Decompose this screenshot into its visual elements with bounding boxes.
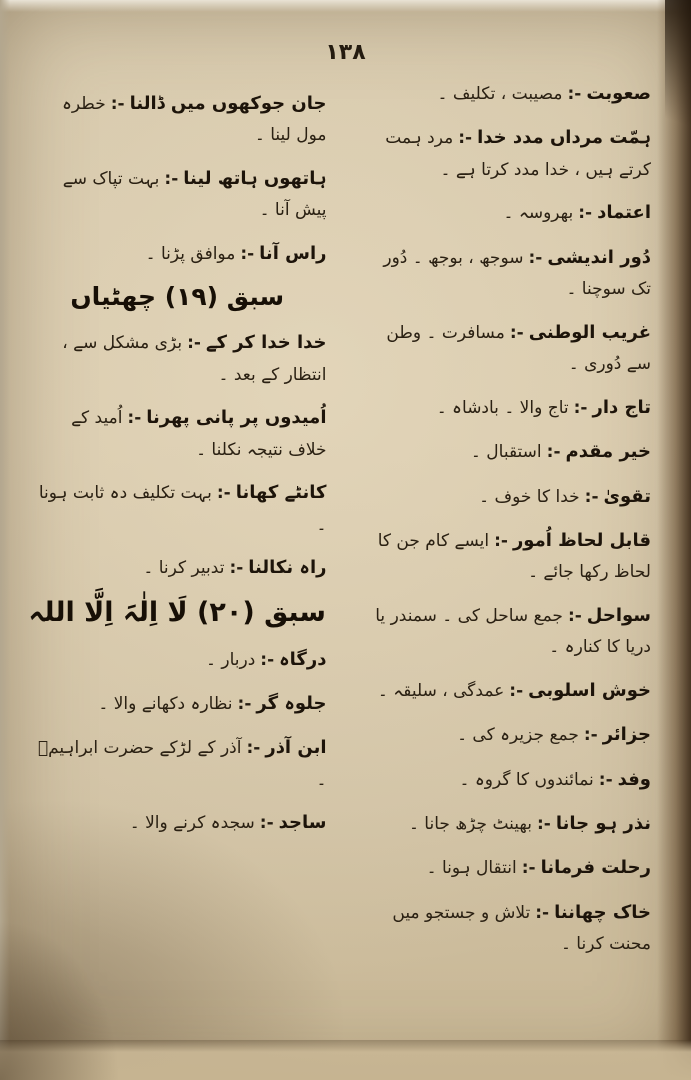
entry-term: راس آنا — [259, 242, 327, 264]
glossary-entry — [343, 78, 652, 110]
page-edge-top — [0, 0, 691, 12]
entry-separator: :- — [528, 247, 543, 268]
entry-definition: مرد ہمت کرتے ہیں ، خدا مدد کرتا ہے ۔ — [385, 128, 651, 180]
glossary-entry — [343, 764, 652, 796]
entry-separator: :- — [260, 649, 275, 670]
entry-definition: نمائندوں کا گروہ ۔ — [459, 769, 594, 790]
entry-definition: تدبیر کرنا ۔ — [143, 558, 225, 579]
entry-definition: مسافرت ۔ وطن سے دُوری ۔ — [386, 322, 651, 375]
entry-term: قابل لحاظ اُمور — [512, 529, 651, 551]
entry-separator: :- — [537, 814, 551, 835]
glossary-entry — [18, 88, 327, 151]
entry-definition: بھروسہ ۔ — [503, 203, 574, 224]
glossary-entry — [343, 242, 652, 305]
entry-separator: :- — [567, 605, 582, 626]
entry-term: کانٹے کھانا — [235, 482, 327, 504]
entry-separator: :- — [535, 902, 550, 923]
glossary-entry — [18, 732, 327, 795]
right-column — [337, 78, 652, 1050]
page-number: ۱۳۸ — [325, 40, 366, 65]
glossary-entry — [18, 163, 327, 226]
entry-term: ساجد — [278, 812, 327, 834]
entry-definition: جمع ساحل کی ۔ سمندر یا دریا کا کنارہ ۔ — [375, 605, 651, 658]
entry-separator: :- — [216, 483, 231, 504]
entry-term: رحلت فرمانا — [540, 857, 651, 879]
entry-definition: بہت تپاک سے پیش آنا ۔ — [62, 168, 327, 221]
entry-term: راہ نکالنا — [248, 557, 327, 579]
glossary-entry — [18, 238, 327, 270]
glossary-entry — [343, 317, 652, 380]
entry-definition: بڑی مشکل سے ، انتظار کے بعد ۔ — [62, 333, 327, 385]
entry-definition: خدا کا خوف ۔ — [479, 486, 580, 507]
entry-term: اعتماد — [597, 202, 651, 224]
entry-term: سواحل — [586, 604, 651, 626]
entry-term: ابن آذر — [265, 737, 327, 759]
glossary-entry — [343, 481, 652, 513]
entry-separator: :- — [240, 243, 255, 264]
glossary-entry — [343, 392, 652, 424]
glossary-entry — [343, 197, 652, 229]
entry-term: صعوبت — [586, 83, 651, 104]
entry-separator: :- — [578, 203, 593, 224]
entry-definition: سوجھ ، بوجھ ۔ دُور تک سوچنا ۔ — [383, 247, 651, 300]
entry-term: دُور اندیشی — [547, 246, 651, 268]
entry-separator: :- — [509, 680, 524, 701]
glossary-entry — [343, 436, 652, 468]
entry-definition: عمدگی ، سلیقہ ۔ — [377, 680, 505, 701]
entry-definition: خطرہ مول لینا ۔ — [61, 94, 327, 146]
entry-separator: :- — [509, 322, 524, 343]
lesson-heading-19: سبق (۱۹) چھٹیاں — [70, 282, 285, 312]
entry-term: خاک چھاننا — [554, 901, 651, 923]
entry-separator: :- — [494, 530, 508, 551]
glossary-entry — [18, 552, 327, 584]
glossary-entry — [343, 122, 652, 185]
entry-separator: :- — [164, 168, 179, 189]
glossary-columns — [14, 78, 651, 1050]
lesson-heading-20: سبق (۲۰) لَا اِلٰہَ اِلَّا اللہ — [28, 596, 326, 628]
entry-term: جان جوکھوں میں ڈالنا — [129, 93, 327, 114]
page-edge-right-shadow — [665, 0, 691, 150]
entry-definition: جمع جزیرہ کی ۔ — [457, 725, 579, 746]
entry-term: ہاتھوں ہاتھ لینا — [183, 167, 327, 189]
entry-term: تاج دار — [592, 396, 651, 418]
entry-term: اُمیدوں پر پانی پھرنا — [146, 407, 327, 429]
entry-definition: انتقال ہونا ۔ — [426, 858, 517, 879]
entry-separator: :- — [259, 813, 274, 834]
entry-separator: :- — [458, 128, 473, 149]
entry-term: ہمّت مرداں مدد خدا — [477, 127, 651, 149]
entry-separator: :- — [237, 694, 252, 715]
entry-term: جزائر — [602, 724, 651, 746]
glossary-entry — [343, 600, 652, 663]
entry-definition: بھینٹ چڑھ جانا ۔ — [408, 814, 532, 835]
glossary-entry — [18, 402, 327, 465]
entry-definition: تلاش و جستجو میں محنت کرنا ۔ — [392, 902, 651, 955]
glossary-entry — [343, 852, 652, 884]
glossary-entry — [343, 808, 652, 840]
entry-definition: استقبال ۔ — [470, 442, 542, 463]
glossary-entry — [18, 807, 327, 839]
entry-term: خدا خدا کر کے — [205, 332, 327, 354]
entry-separator: :- — [187, 333, 201, 354]
entry-term: خیر مقدم — [565, 441, 651, 463]
entry-definition: تاج والا ۔ بادشاہ ۔ — [436, 397, 569, 418]
entry-definition: ایسے کام جن کا لحاظ رکھا جائے ۔ — [377, 530, 651, 583]
left-column — [14, 78, 327, 1050]
entry-separator: :- — [546, 442, 561, 463]
entry-separator: :- — [229, 558, 244, 579]
entry-separator: :- — [127, 408, 142, 429]
entry-term: درگاہ — [279, 648, 327, 670]
entry-term: نذر ہو جانا — [555, 813, 651, 835]
entry-separator: :- — [584, 486, 599, 507]
entry-separator: :- — [598, 769, 613, 790]
entry-definition: سجدہ کرنے والا ۔ — [129, 813, 255, 834]
glossary-entry — [18, 477, 327, 540]
entry-definition: مصیبت ، تکلیف ۔ — [437, 84, 563, 104]
glossary-entry — [343, 897, 652, 960]
glossary-entry — [343, 719, 652, 751]
entry-separator: :- — [573, 397, 588, 418]
entry-definition: نظارہ دکھانے والا ۔ — [98, 694, 233, 715]
glossary-entry — [343, 525, 652, 588]
entry-term: تقویٰ — [603, 485, 651, 507]
glossary-entry — [18, 327, 327, 390]
glossary-entry — [18, 688, 327, 720]
entry-definition: موافق پڑنا ۔ — [145, 243, 236, 264]
glossary-entry — [18, 644, 327, 676]
page-edge-left — [0, 0, 10, 1080]
entry-separator: :- — [110, 94, 125, 114]
entry-definition: بہت تکلیف دہ ثابت ہونا ۔ — [38, 483, 327, 535]
entry-definition: آذر کے لڑکے حضرت ابراہیمؑ ۔ — [37, 738, 327, 790]
page-edge-right — [657, 0, 691, 1080]
entry-separator: :- — [583, 725, 598, 746]
entry-term: خوش اسلوبی — [528, 679, 651, 701]
entry-definition: اُمید کے خلاف نتیجہ نکلنا ۔ — [71, 408, 327, 460]
entry-separator: :- — [521, 858, 536, 879]
entry-term: وفد — [617, 768, 651, 790]
entry-definition: دربار ۔ — [206, 649, 256, 670]
entry-term: جلوہ گر — [256, 693, 327, 715]
entry-term: غریب الوطنی — [528, 321, 651, 343]
glossary-entry — [343, 675, 652, 707]
entry-separator: :- — [567, 84, 582, 104]
entry-separator: :- — [246, 738, 261, 759]
